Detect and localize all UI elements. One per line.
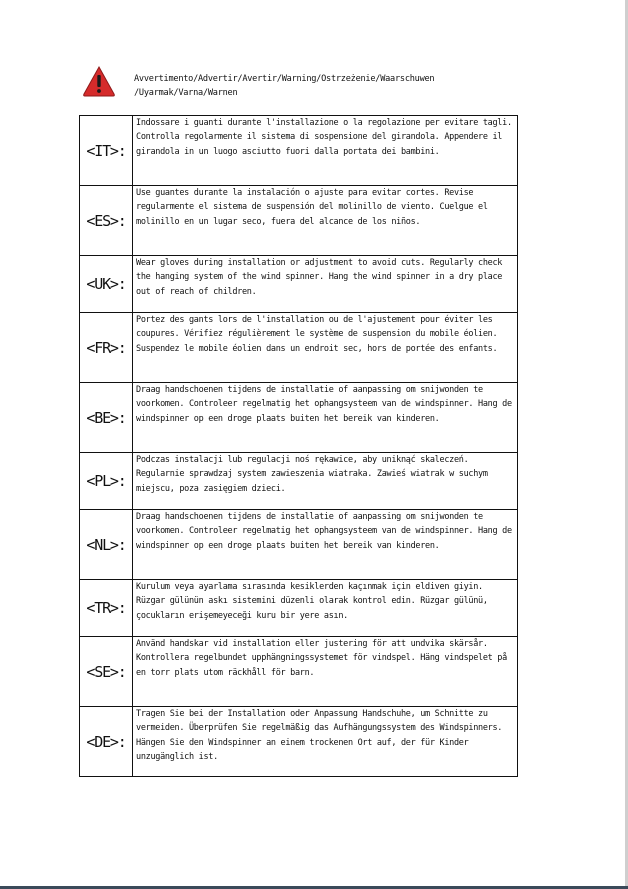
lang-code-tr: <TR>:	[80, 580, 133, 637]
lang-code-nl: <NL>:	[80, 510, 133, 580]
warning-row-it	[80, 116, 518, 186]
warning-row-se	[80, 637, 518, 707]
warning-text-uk: Wear gloves during installation or adjustment to avoid cuts. Regularly check the hanging system of the wind spinner. Hang the wind spinner in a dry place out of reach of children.	[133, 256, 518, 313]
warning-row-be	[80, 383, 518, 453]
warning-triangle-icon	[82, 65, 116, 97]
lang-code-it: <IT>:	[80, 116, 133, 186]
warning-row-es	[80, 186, 518, 256]
warning-text-it: Indossare i guanti durante l'installazione o la regolazione per evitare tagli. Controlla regolarmente il sistema di sospensione del girandola. Appendere il girandola in un luogo asciutto fuori dalla portata dei bambini.	[133, 116, 518, 186]
warning-text-be: Draag handschoenen tijdens de installatie of aanpassing om snijwonden te voorkomen. Controleer regelmatig het ophangsysteem van de windspinner. Hang de windspinner op een droge plaats buiten het bereik van kinderen.	[133, 383, 518, 453]
warning-row-nl	[80, 510, 518, 580]
warning-title: Avvertimento/Advertir/Avertir/Warning/Ostrzeżenie/Waarschuwen /Uyarmak/Varna/Warnen	[134, 74, 435, 98]
warning-row-fr	[80, 313, 518, 383]
warning-text-de: Tragen Sie bei der Installation oder Anpassung Handschuhe, um Schnitte zu vermeiden. Überprüfen Sie regelmäßig das Aufhängungssystem des Windspinners. Hängen Sie den Windspinner an einem trockenen Ort auf, der für Kinder unzugänglich ist.	[133, 707, 518, 777]
warning-text-tr: Kurulum veya ayarlama sırasında kesiklerden kaçınmak için eldiven giyin. Rüzgar gülünün askı sistemini düzenli olarak kontrol edin. Rüzgar gülünü, çocukların erişemeyeceği kuru bir yere asın.	[133, 580, 518, 637]
warning-text-pl: Podczas instalacji lub regulacji noś rękawice, aby uniknąć skaleczeń. Regularnie sprawdzaj system zawieszenia wiatraka. Zawieś wiatrak w suchym miejscu, poza zasięgiem dzieci.	[133, 453, 518, 510]
lang-code-de: <DE>:	[80, 707, 133, 777]
lang-code-uk: <UK>:	[80, 256, 133, 313]
lang-code-pl: <PL>:	[80, 453, 133, 510]
warning-text-nl: Draag handschoenen tijdens de installatie of aanpassing om snijwonden te voorkomen. Controleer regelmatig het ophangsysteem van de windspinner. Hang de windspinner op een droge plaats buiten het bereik van kinderen.	[133, 510, 518, 580]
warning-header	[82, 64, 522, 100]
lang-code-es: <ES>:	[80, 186, 133, 256]
warning-row-uk	[80, 256, 518, 313]
lang-code-be: <BE>:	[80, 383, 133, 453]
warning-row-pl	[80, 453, 518, 510]
warning-text-fr: Portez des gants lors de l'installation ou de l'ajustement pour éviter les coupures. Vérifiez régulièrement le système de suspension du mobile éolien. Suspendez le mobile éolien dans un endroit sec, hors de portée des enfants.	[133, 313, 518, 383]
warning-row-tr	[80, 580, 518, 637]
warning-table	[79, 115, 518, 777]
warning-row-de	[80, 707, 518, 777]
lang-code-se: <SE>:	[80, 637, 133, 707]
warning-text-es: Use guantes durante la instalación o ajuste para evitar cortes. Revise regularmente el sistema de suspensión del molinillo de viento. Cuelgue el molinillo en un lugar seco, fuera del alcance de los niños.	[133, 186, 518, 256]
lang-code-fr: <FR>:	[80, 313, 133, 383]
warning-text-se: Använd handskar vid installation eller justering för att undvika skärsår. Kontrollera regelbundet upphängningssystemet för vindspel. Häng vindspelet på en torr plats utom räckhåll för barn.	[133, 637, 518, 707]
